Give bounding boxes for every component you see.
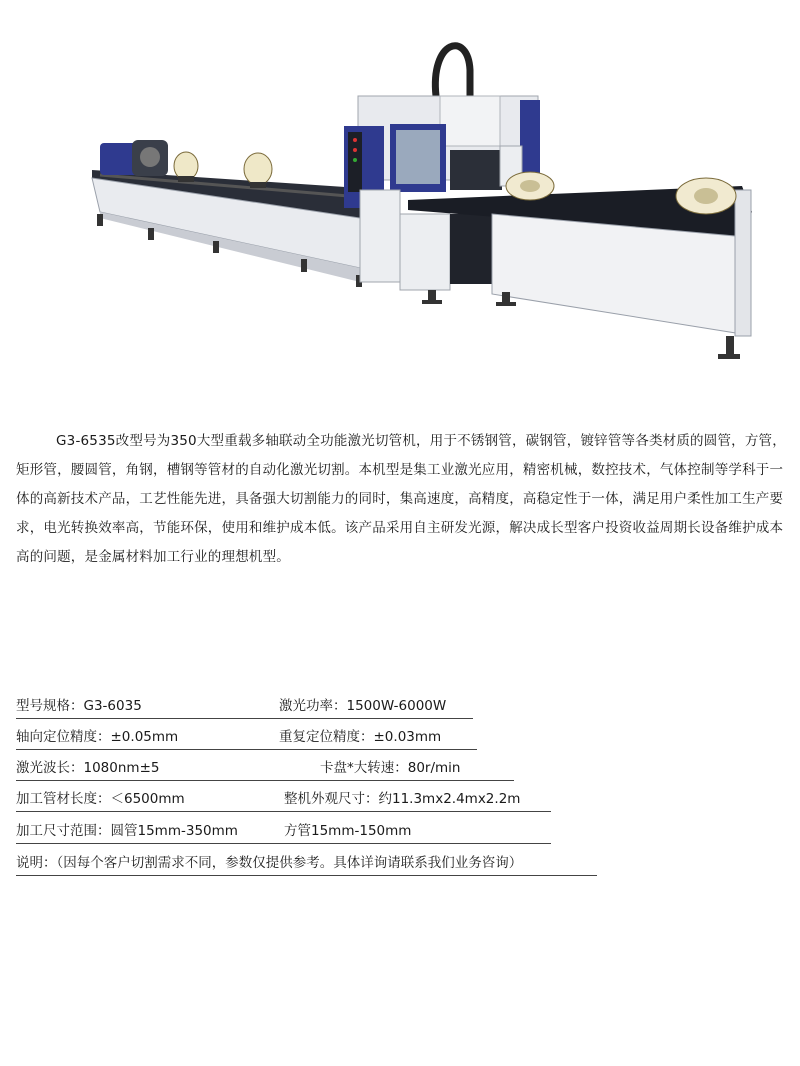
spec-row-1	[16, 687, 473, 719]
spec-note: 说明：（因每个客户切割需求不同，参数仅提供参考。具体详询请联系我们业务咨询）	[16, 855, 523, 871]
spec-repeat-accuracy: 重复定位精度：±0.03mm	[279, 729, 442, 745]
spec-axial-accuracy: 轴向定位精度：±0.05mm	[16, 729, 179, 745]
spec-row-3	[16, 749, 514, 781]
spec-square-tube: 方管15mm-150mm	[284, 823, 412, 839]
spec-size-range: 加工尺寸范围：圆管15mm-350mm	[16, 823, 238, 839]
spec-model: 型号规格：G3-6035	[16, 698, 142, 714]
spec-wavelength: 激光波长：1080nm±5	[16, 760, 160, 776]
spec-row-2	[16, 718, 477, 750]
product-image	[0, 0, 800, 400]
spec-row-6	[16, 844, 597, 876]
spec-row-4	[16, 780, 551, 812]
product-introduction	[16, 427, 794, 572]
spec-row-5	[16, 812, 551, 844]
spec-chuck-speed: 卡盘*大转速：80r/min	[320, 760, 461, 776]
spec-dimensions: 整机外观尺寸：约11.3mx2.4mx2.2m	[284, 791, 521, 807]
intro-text: G3-6535改型号为350大型重载多轴联动全功能激光切管机，用于不锈钢管，碳钢管，镀锌管等各类材质的圆管，方管，矩形管，腰圆管，角钢，槽钢等管材的自动化激光切割。本机型是集工业激光应用，精密机械，数控技术，气体控制等学科于一体的高新技术产品，工艺性能先进，具备强大切割能力的同时，集高速度，高精度，高稳定性于一体，满足用户柔性加工生产要求，电光转换效率高，节能环保，使用和维护成本低。该产品采用自主研发光源，解决成长型客户投资收益周期长设备维护成本高的问题，是金属材料加工行业的理想机型。	[16, 433, 786, 565]
spec-laser-power: 激光功率：1500W-6000W	[279, 698, 447, 714]
spec-tube-length: 加工管材长度：＜6500mm	[16, 791, 185, 807]
